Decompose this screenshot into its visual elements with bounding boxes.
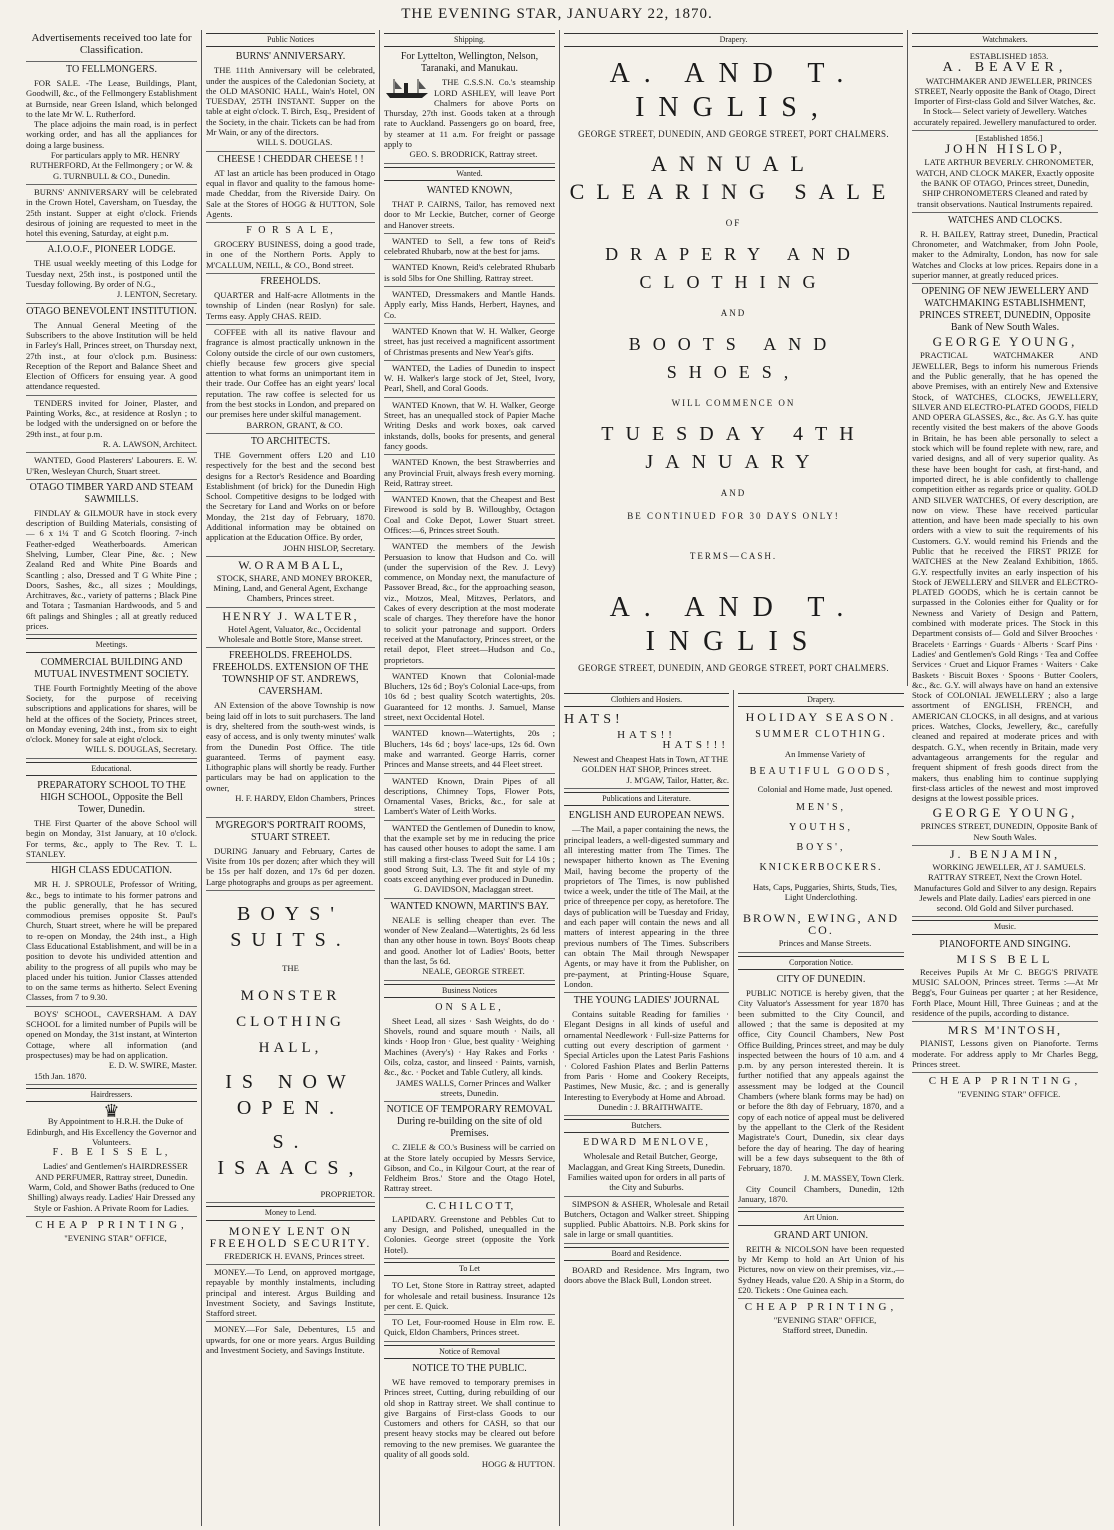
ad-walker-christmas: WANTED Known that W. H. Walker, George street, has just received a magnificent assortment of Christmas presents and New Year's gifts. — [384, 324, 555, 361]
ad-mgaw-hats: HATS! HATS!! HATS!!! Newest and Cheapest Hats in Town, AT THE GOLDEN HAT SHOP, Princes street. J. M'GAW, Tailor, Hatter, &c. — [564, 709, 729, 789]
ad-bluchers-samuel: WANTED Known that Colonial-made Bluchers, 12s 6d ; Boy's Colonial Lace-ups, from 10s 6d ; best quality Scotch watertights, 20s. Guaranteed for 12 months. J. Samuel, Manse street, next Occidental Hotel. — [384, 669, 555, 726]
section-music: Music. — [912, 920, 1098, 934]
ad-young-ladies-journal: THE YOUNG LADIES' JOURNAL Contains suitable Reading for families · Elegant Designs in all kinds of useful and ornamental Needlework · Full-size Patterns for cutting out every description of garment · Special Articles upon the Latest Paris Fashions · Colored Fashion Plates and Berlin Patterns from Paris · Home and Cookery Receipts, Pastimes, New Music, &c. ; and is generally Interesting to Everybody at Home and Abroad. Dunedin : J. BRAITHWAITE. — [564, 993, 729, 1116]
ad-watertights-harris: WANTED known—Watertights, 20s ; Bluchers, 14s 6d ; boys' lace-ups, 12s 6d. Own make and warranted. George Harris, corner Princes and Manse streets, and 44 Fleet street. — [384, 726, 555, 773]
section-board-residence: Board and Residence. — [564, 1247, 729, 1261]
ad-george-young: OPENING OF NEW JEWELLERY AND WATCHMAKING ESTABLISHMENT, PRINCES STREET, DUNEDIN, Opposite Bank of New South Wales. GEORGE YOUNG, PRACTICAL WATCHMAKER AND JEWELLER, Begs to inform his numerous Friends and the Public generally, that he has opened the above Premises, with an entirely New and Extensive Stock, of WATCHES, CLOCKS, JEWELLERY, SILVER AND ELECTRO-PLATED GOODS, FIELD AND OPERA GLASSES, &c., &c. As G.Y. has quite recently visited the best makers of the above Goods in Britain, he has been able personally to select a stock which will be found replete with new, rare, and varied designs, and all of very superior quality. As these have been bought for cash, at first-hand, and imported direct, he is able confidently to challenge competition either as regards price or quality. GOLD AND SILVER WATCHES, Of every description, are now on view. These have received particular attention, and have been made specially to his own orders with a view to suit the requirements of his Customers. G.Y. would remind his Friends and the Public that he received the FIRST PRIZE for WATCHES at the New Zealand Exhibition, 1865. G.Y. respectfully invites an early inspection of his Stock of JEWELLERY and SILVER and ELECTRO-PLATED GOODS, which he is certain cannot be surpassed in the Colonies either for Quality or for Newness and Variety of Design and Pattern, combined with moderate prices. The Stock in this Department consists of— Gold and Silver Brooches · Bracelets · Earrings · Guards · Alberts · Scarf Pins · Ladies' and Gentlemen's Gold Rings · Tea and Coffee Services · Cruet and Liquor Frames · Waiters · Cake Baskets · Biscuit Boxes · Spoons · Butter Coolers, &c., &c. G.Y. will always have on hand an extensive Stock of COLONIAL JEWELLERY ; also a large assortment of ENGLISH, FRENCH, and AMERICAN CLOCKS, in all designs, and at various prices. Watches, Clocks, Jewellery, &c., carefully cleaned and repaired at moderate prices and with despatch. G.Y., when recently in Britain, made very advantageous arrangements for the regular and frequent shipment of fresh goods direct from the makers, thus enabling him to continue supplying first-class articles of the newest and most improved designs at the lowest possible prices. GEORGE YOUNG, PRINCES STREET, DUNEDIN, Opposite Bank of New South Wales. — [912, 284, 1098, 846]
ad-brown-ewing: HOLIDAY SEASON. SUMMER CLOTHING. An Immense Variety of BEAUTIFUL GOODS, Colonial and Home made, Just opened. MEN'S, YOUTHS, BOYS', KNICKERBOCKERS. Hats, Caps, Puggaries, Shirts, Studs, Ties, Light Underclothing. BROWN, EWING, AND CO. Princes and Manse Streets. — [738, 709, 904, 952]
column-4-5 — [560, 30, 908, 686]
section-drapery: Drapery. — [564, 33, 903, 47]
ad-ziele-removal: NOTICE OF TEMPORARY REMOVAL During re-building on the site of old Premises. C. ZIELE & CO.'s Business will be carried on at the Store lately occupied by Messrs Service, Gibson, and Co., in Kilgour Court, at the rear of Feldheim Bros.' Store and the Otago Hotel, Rattray street. — [384, 1102, 555, 1197]
ad-burns-caversham: BURNS' ANNIVERSARY will be celebrated in the Crown Hotel, Caversham, on Tuesday, the 25th instant. Supper at eight o'clock. Friends desirous of joining are requested to meet in the hotel this evening, Saturday, at eight p.m. — [26, 185, 197, 242]
section-wanted: Wanted. — [384, 167, 555, 181]
inglis-firm-name-2: A. AND T. INGLIS — [609, 592, 858, 658]
drapery-clothing: DRAPERY AND CLOTHING — [605, 243, 862, 292]
ad-four-roomed-house: TO Let, Four-roomed House in Elm row. E. Quick, Eldon Chambers, Princes street. — [384, 1315, 555, 1342]
ad-cheap-printing-3: CHEAP PRINTING, "EVENING STAR" OFFICE. — [928, 1075, 1082, 1100]
ad-cheddar-cheese: CHEESE ! CHEDDAR CHEESE ! ! AT last an article has been produced in Otago equal in flavor and quality to the famous home-made Cheddar, from the Riverside Dairy. On Sale at the Stores of HOGG & HUTTON, Sole Agents. — [206, 152, 375, 223]
ad-neale-martins-bay: WANTED KNOWN, MARTIN'S BAY. NEALE is selling cheaper than ever. The wonder of New Zealand—Watertights, 2s 6d less than any other house in town. Boys' Boots cheap and good. Another lot of Ladies' Boots, better than the last, 5s 6d. NEALE, GEORGE STREET. — [384, 899, 555, 981]
ad-freeholds-linden: FREEHOLDS. QUARTER and Half-acre Allotments in the township of Linden (near Roslyn) for sale. Terms easy. Apply CHAS. REID. — [206, 274, 375, 325]
ad-fellmongers: TO FELLMONGERS. FOR SALE. -The Lease, Buildings, Plant, Goodwill, &c., of the Fellmongery Establishment at Burnside, near Green Island, which belonged to the late Mr W. L. Rutherford. The place adjoins the main road, is in perfect working order, and has all the appliances for doing a large business. For particulars apply to MR. HENRY RUTHERFORD, At the Fellmongery ; or W. & G. TURNBULL & CO., Dunedin. — [26, 62, 197, 185]
column-2 — [202, 30, 380, 1526]
text-and: AND — [720, 307, 747, 318]
ad-tenders: TENDERS invited for Joiner, Plaster, and Painting Works, &c., at residence at Roslyn ; to be lodged with the undersigned on or before the 29th inst., at four p.m. R. A. LAWSON, Architect. — [26, 396, 197, 453]
royal-crest-icon: ♛ — [103, 1101, 120, 1122]
ad-beissel: ♛ By Appointment to H.R.H. the Duke of Edinburgh, and His Excellency the Governor and Volunteers. F. B E I S S E L, Ladies' and Gentlemen's HAIRDRESSER AND PERFUMER, Rattray street, Dunedin. Warm, Cold, and Shower Baths (reduced to One Shilling) always ready. Ladies' Hair Dressed any Style or Fashion. A Private Room for Ladies. — [26, 1104, 197, 1217]
ad-the-mail: ENGLISH AND EUROPEAN NEWS. —The Mail, a paper containing the news, the principal leaders, a well-digested summary and all interesting matter from The Times. The newspaper hitherto known as The Evening Mail, having become the property of the proprietors of The Times, is now published twice a week, under the title of The Mail, at the price of threepence per copy, as heretofore. The days of publication will be Tuesday and Friday, and each paper will contain the news and all matters of interest appearing in the three previous numbers of The Times. Subscribers can obtain The Mail through Newspaper Agents, or may have it from the Publisher, on pre-payment, at Printing-House Square, London. — [564, 808, 729, 993]
section-meetings: Meetings. — [26, 638, 197, 652]
ad-walker-papier: WANTED Known, that W. H. Walker, George Street, has an unequalled stock of Papier Mache Writing Desks and work boxes, oak carved inkstands, dolls, books for presents, and general fancy goods. — [384, 398, 555, 455]
ad-cheap-printing: CHEAP PRINTING, "EVENING STAR" OFFICE, — [35, 1218, 188, 1243]
ad-benevolent: OTAGO BENEVOLENT INSTITUTION. The Annual General Meeting of the Subscribers to the above Institution will be held in Farley's Hall, Princes street, on Thursday next, 27th inst., at four o'clock p.m. Business: Reception of the Report and Balance Sheet and Election of Officers for ensuing year. A good attendance requested. — [26, 304, 197, 396]
column-1 — [22, 30, 202, 1526]
ad-preparatory-school: PREPARATORY SCHOOL TO THE HIGH SCHOOL, Opposite the Bell Tower, Dunedin. THE First Quarter of the above School will begin on Monday, 31st January, at 10 o'clock. For terms, &c., apply to The Rev. T. L. STANLEY. — [26, 778, 197, 863]
ad-cairns: WANTED KNOWN, THAT P. CAIRNS, Tailor, has removed next door to Mr Leckie, Butcher, corner of George and Hanover streets. — [384, 183, 555, 234]
ad-bailey: WATCHES AND CLOCKS. R. H. BAILEY, Rattray street, Dunedin, Practical Chronometer, and Watchmaker, from John Poole, maker to the Admiralty, London, has now for sale Watches and Clocks at low prices. Repairs done in a superior manner, at greatly reduced prices. — [912, 213, 1098, 284]
ad-building-society: COMMERCIAL BUILDING AND MUTUAL INVESTMENT SOCIETY. THE Fourth Fortnightly Meeting of the above Society, for the purpose of receiving subscriptions and applications for shares, will be held at the offices of the Society, Princes street, on Monday evening, 24th inst., from six to eight o'clock. Money for sale at eight o'clock. WILL S. DOUGLAS, Secretary. — [26, 655, 197, 759]
ad-miss-bell: PIANOFORTE AND SINGING. MISS BELL Receives Pupils At Mr C. BEGG'S PRIVATE MUSIC SALOON, Princes street. Terms :—At Mr Begg's, Four Guineas per quarter ; at her Residence, Forth Place, Mount Hill, Three Guineas ; and at the residence of the pupils, according to distance. — [912, 937, 1098, 1022]
late-ads-header: Advertisements received too late for Classification. — [26, 30, 197, 62]
masthead: THE EVENING STAR, JANUARY 22, 1870. — [401, 6, 713, 22]
ad-money-mortgage: MONEY.—To Lend, on approved mortgage, repayable by monthly instalments, including principal and interest. Argus Building and Investment Society, and Savings Institute, Stafford street. — [206, 1265, 375, 1322]
section-watchmakers: Watchmakers. — [912, 33, 1098, 47]
ad-oram-ball: W. O R A M B A L L, STOCK, SHARE, AND MONEY BROKER, Mining, Land, and General Agent, Exchange Chambers, Princes street. — [206, 557, 375, 608]
column-4-lower — [560, 690, 734, 1526]
text-and-2: AND — [720, 488, 747, 499]
section-business-notices: Business Notices — [384, 984, 555, 998]
inglis-firm-name: A. AND T. INGLIS, — [609, 58, 858, 124]
section-public-notices: Public Notices — [206, 33, 375, 47]
ad-passover-bread: WANTED the members of the Jewish Persuasion to know that Hudson and Co. will (under the supervision of the Rev. J. Levy) commence, on Monday next, the manufacture of Passover Bread, &c., for the approaching season, viz., Motzos, Meal, Mitzves, Perlators, and Cakes of every description at the most moderate scale of charges. They therefore have the honor to solicit your patronage and support. Orders received at the Manufactory, Princes street, or the retail depot, Fleet street—Hudson and Co., proprietors. — [384, 539, 555, 669]
section-drapery-2: Drapery. — [738, 693, 904, 707]
ad-james-walls: ON SALE, Sheet Lead, all sizes · Sash Weights, do do · Shovels, round and square mouth · Nails, all kinds · Hoop Iron · Glue, best quality · Weighing Machines (Avery's) · Hay Rakes and Forks · Oils, colza, castor, and linseed · Paints, varnish, &c., &c. · Pocket and Table Cutlery, all kinds. JAMES WALLS, Corner Princes and Walker streets, Dunedin. — [384, 1000, 555, 1102]
ad-boys-school: BOYS' SCHOOL, CAVERSHAM. A DAY SCHOOL for a limited number of Pupils will be opened on Monday, the 31st instant, at Winterton Cottage, where all information (and prospectuses) may be had on application. E. D. W. SWIRE, Master. 15th Jan. 1870. — [26, 1007, 197, 1085]
ad-mgregor-portraits: M'GREGOR'S PORTRAIT ROOMS, STUART STREET. DURING January and February, Cartes de Visite from 10s per dozen; after which they will be 15s per half dozen, and 17s 6d per dozen. Large photographs and groups as per agreement. — [206, 818, 375, 891]
terms-cash: TERMS—CASH. — [689, 551, 778, 562]
ad-monster-clothing-hall: BOYS' SUITS. THE MONSTER CLOTHING HALL, IS NOW OPEN. S. ISAACS, PROPRIETOR. — [206, 891, 375, 1204]
column-3 — [380, 30, 560, 1526]
ad-timber-yard: OTAGO TIMBER YARD AND STEAM SAWMILLS. FINDLAY & GILMOUR have in stock every description of Building Materials, consisting of— 6 x 1¼ T and G Scotch flooring. 7-inch Feather-edged Weatherboards. American Shelving, Lumber, Clear Pine, &c. ; New Zealand Red and White Pine Boards and Scantling ; also, Dressed and T G White Pine ; Doors, Sashes, &c., all sizes ; Mouldings, Architraves, &c., variety of patterns ; Black Pine and Totara ; Tasmanian Hardwoods, and 5 and 6ft palings and Shingles ; all at greatly reduced prices. — [26, 480, 197, 636]
ad-rhubarb-sell: WANTED to Sell, a few tons of Reid's celebrated Rhubarb, now at the best for jams. — [384, 234, 555, 261]
ad-beaver: ESTABLISHED 1853. A. BEAVER, WATCHMAKER AND JEWELLER, PRINCES STREET, Nearly opposite the Bank of Otago, Direct Importer of First-class Gold and Silver Watches, &c. In Stock— Select variety of Jewellery. Watches accurately repaired. Jewellery manufactured to order. — [912, 49, 1098, 131]
sale-date: TUESDAY 4TH JANUARY — [601, 423, 866, 474]
section-clothiers: Clothiers and Hosiers. — [564, 693, 729, 707]
section-hairdressers: Hairdressers. — [26, 1088, 197, 1102]
ad-coffee: COFFEE with all its native flavour and fragrance is almost practically unknown in the Colony outside the circle of our own customers, chiefly because few grocers give special attention to what forms an unimportant item in their trade. Our Coffee has an eight years' local reputation. The raw coffee is selected for us from the best stocks in London, and prepared on our premises here under skilful management. BARRON, GRANT, & CO. — [206, 325, 375, 434]
ad-benjamin: J. BENJAMIN, WORKING JEWELLER, AT J. SAMUELS. RATTRAY STREET, Next the Crown Hotel. Manufactures Gold and Silver to any design. Repairs Jewels and Plate daily. Ladies' ears pierced in one second. Old Gold and Silver purchased. — [912, 846, 1098, 917]
ad-mrs-mintosh: MRS M'INTOSH, PIANIST, Lessons given on Pianoforte. Terms moderate. For address apply to Mr Charles Begg, Princes street. — [912, 1022, 1098, 1073]
ad-simpson-asher: SIMPSON & ASHER, Wholesale and Retail Butchers, Octagon and Walker street. Shipping supplied. Public Abattoirs. N.B. Pork skins for sale in large or small quantities. — [564, 1197, 729, 1244]
ad-to-architects: TO ARCHITECTS. THE Government offers L20 and L10 respectively for the best and the second best designs for a Rector's Residence and Boarding Establishment (of brick) for the Dunedin High School. Competitive designs to be lodged with the Secretary for Land and Works on or before Monday, the 21st day of February, 1870. Additional information may be obtained on application at the Education Office. By order, JOHN HISLOP, Secretary. — [206, 434, 375, 557]
ad-hislop: [Established 1856.] JOHN HISLOP, LATE ARTHUR BEVERLY. CHRONOMETER, WATCH, AND CLOCK MAKER, Exactly opposite the BANK OF OTAGO, Princes street, Dunedin, SHIP CHRONOMETERS Cleaned and rated by transit observations. Nautical Instruments repaired. — [912, 131, 1098, 213]
clearing-sale-heading: ANNUAL CLEARING SALE — [569, 150, 898, 204]
ad-money-debentures: MONEY.—For Sale, Debentures, L5 and upwards, for one or more years. Argus Building and Investment Society, and Savings Institute. — [206, 1324, 375, 1356]
steamship-icon — [384, 77, 430, 99]
ad-mrs-ingram: BOARD and Residence. Mrs Ingram, two doors above the Black Bull, London street. — [564, 1265, 729, 1286]
ad-high-class-education: HIGH CLASS EDUCATION. MR H. J. SPROULE, Professor of Writing, &c., begs to intimate to his former patrons and the public generally, that he has secured commodious premises opposite St. Paul's Church, Stuart street, where he will be prepared to re-open on Monday, the 24th inst., a High Class Educational Establishment, and will be in a position to devote his undivided attention and ability to the progress of all pupils who may be placed under his tuition. Junior Classes attended to on the same terms as hitherto. Select Evening Classes, from 7 to 9.30. — [26, 863, 197, 1007]
ad-chilcott: C. C H I L C O T T, LAPIDARY. Greenstone and Pebbles Cut to any Design, and Polished, unequalled in the Colonies. George street (opposite the York Hotel). — [384, 1198, 555, 1259]
section-educational: Educational. — [26, 762, 197, 776]
ad-city-of-dunedin: CITY OF DUNEDIN. PUBLIC NOTICE is hereby given, that the City Valuator's Assessment for year 1870 has been submitted to the City Council, and allowed ; that the same is deposited at my office, City Council Chambers, New Post Office Building, Princes street, and may be duly inspected between the hours of 10 a.m. and 4 p.m. by any person interested therein. It is further notified that any appeals against the assessment may be lodged at the Council Chambers (where blank forms may be had) on or before the 8th day of February, 1870, and a copy of each notice of appeal must be delivered by the appellant to the Clerk of the Resident Magistrate's Court, Dunedin, six clear days before the day of hearing. The day of hearing will be a few days subsequent to the 8th of February, 1870. J. M. MASSEY, Town Clerk. City Council Chambers, Dunedin, 12th January, 1870. — [738, 972, 904, 1208]
column-5-lower — [734, 690, 908, 1526]
ad-davidson-tailor: WANTED the Gentlemen of Dunedin to know, that the example set by me in reducing the price has caused other houses to adopt the same. I am still making a first-class Tweed Suit for L4 10s ; good Strong Suit, L3. The fit and style of my coats exceed anything ever produced in Dunedin. G. DAVIDSON, Maclaggan street. — [384, 821, 555, 899]
section-to-let: To Let — [384, 1262, 555, 1276]
section-publications: Publications and Literature. — [564, 792, 729, 806]
ad-menlove: EDWARD MENLOVE, Wholesale and Retail Butcher, George, Maclaggan, and Great King Streets, Dunedin. Families waited upon for orders in all parts of the City and Suburbs. — [564, 1135, 729, 1196]
ad-plasterers: WANTED, Good Plasterers' Labourers. E. W. U'Ren, Wesleyan Church, Stuart street. — [26, 453, 197, 480]
section-notice-of-removal: Notice of Removal — [384, 1345, 555, 1359]
ad-st-andrews: FREEHOLDS. FREEHOLDS. FREEHOLDS. EXTENSION OF THE TOWNSHIP OF ST. ANDREWS, CAVERSHAM. AN Extension of the above Township is now being laid off in lots to suit purchasers. The land is dry, sheltered from the south-west winds, is easy of access, and is only twenty minutes' walk from the Dunedin Post Office. The title guaranteed. Terms of payment easy. Lithographic plans will shortly be ready. Further particulars may be had on application to the owner, H. F. HARDY, Eldon Chambers, Princes street. — [206, 648, 375, 817]
inglis-address: GEORGE STREET, DUNEDIN, AND GEORGE STREET, PORT CHALMERS. — [578, 129, 889, 140]
ad-grocery-for-sale: F O R S A L E, GROCERY BUSINESS, doing a good trade, in one of the Northern Ports. Apply to M'CALLUM, NEILL, & CO., Bond street. — [206, 223, 375, 274]
ad-rhubarb-known: WANTED Known, Reid's celebrated Rhubarb is sold 5lbs for One Shilling. Rattray street. — [384, 260, 555, 287]
continued-30-days: BE CONTINUED FOR 30 DAYS ONLY! — [627, 510, 840, 521]
will-commence: WILL COMMENCE ON — [671, 398, 796, 409]
section-art-union: Art Union. — [738, 1211, 904, 1225]
ad-stone-store: TO Let, Stone Store in Rattray street, adapted for wholesale and retail business. Insurance 12s per cent. E. Quick. — [384, 1278, 555, 1315]
boots-shoes: BOOTS AND SHOES, — [628, 334, 839, 383]
ad-burns-anniversary: BURNS' ANNIVERSARY. THE 111th Anniversary will be celebrated, under the auspices of the Caledonian Society, at the OLD MASONIC HALL, Wain's Hotel, ON TUESDAY, 25TH INSTANT. Supper on the table at eight o'clock. T. Birch, Esq., President of the Society, in the chair. Tickets can be had from Mr Wain, or any of the directors. WILL S. DOUGLAS. — [206, 49, 375, 151]
ad-pioneer-lodge: A.I.O.O.F., PIONEER LODGE. THE usual weekly meeting of this Lodge for Tuesday next, 25th inst., is postponed until the Tuesday following. By order of N.G., J. LENTON, Secretary. — [26, 242, 197, 303]
ad-drain-pipes: WANTED Known, Drain Pipes of all descriptions, Chimney Tops, Flower Pots, Ornamental Vases, Bricks, &c., for sale at Lambert's Water of Leith Works. — [384, 774, 555, 821]
ad-strawberries: WANTED Known, the best Strawberries and any Provincial Fruit, always fresh every morning. Reid, Rattray street. — [384, 455, 555, 492]
ad-money-lent: MONEY LENT ON FREEHOLD SECURITY. FREDERICK H. EVANS, Princes street. — [206, 1223, 375, 1265]
text-of: OF — [725, 217, 742, 228]
section-shipping: Shipping. — [384, 33, 555, 47]
ad-dressmakers: WANTED, Dressmakers and Mantle Hands. Apply early, Miss Hands, Herbert, Haynes, and Co. — [384, 287, 555, 324]
section-money-to-lend: Money to Lend. — [206, 1206, 375, 1220]
ad-lord-ashley: For Lyttelton, Wellington, Nelson, Taranaki, and Manukau. THE C.S.S.N. Co.'s steamship LORD ASHLEY, will leave Port Chalmers for above Ports on Thursday, 27th inst. Goods taken at a through rate to Auckland. Passengers go on board, free, by steamer at 11 a.m. For freight or passage apply to GEO. S. BRODRICK, Rattray street. — [384, 49, 555, 163]
ad-hogg-hutton-removal: NOTICE TO THE PUBLIC. WE have removed to temporary premises in Princes street, Cutting, during rebuilding of our old shop in Rattray street. We shall continue to give Bargains of First-class Goods to our Customers and others for CASH, so that our present heavy stocks may be cleared out before removing to the new premises. We guarantee the quality of all goods sold. HOGG & HUTTON. — [384, 1362, 555, 1470]
inglis-address-2: GEORGE STREET, DUNEDIN, AND GEORGE STREET, PORT CHALMERS. — [578, 663, 889, 674]
ad-cheap-printing-2: CHEAP PRINTING, "EVENING STAR" OFFICE, Stafford street, Dunedin. — [744, 1301, 898, 1336]
ad-walker-jet: WANTED, the Ladies of Dunedin to inspect W. H. Walker's large stock of Jet, Steel, Ivory, Pearl, Shell, and Coral Goods. — [384, 361, 555, 398]
section-corporation: Corporation Notice. — [738, 956, 904, 970]
ad-grand-art-union: GRAND ART UNION. REITH & NICOLSON have been requested by Mr Kemp to hold an Art Union of his Pictures, now on view on their premises, viz.,— Sydney Heads, value £20. A Ship in a Storm, do £20. Tickets : One Guinea each. — [738, 1228, 904, 1299]
section-butchers: Butchers. — [564, 1119, 729, 1133]
ad-firewood: WANTED Known, that the Cheapest and Best Firewood is sold by B. Willoughby, Octagon Coal and Coke Depot, Lower Stuart street. Offices:—6, Princes street South. — [384, 492, 555, 539]
column-6 — [908, 30, 1102, 1526]
ad-henry-walter: HENRY J. WALTER, Hotel Agent, Valuator, &c., Occidental Wholesale and Bottle Store, Manse street. — [206, 608, 375, 649]
